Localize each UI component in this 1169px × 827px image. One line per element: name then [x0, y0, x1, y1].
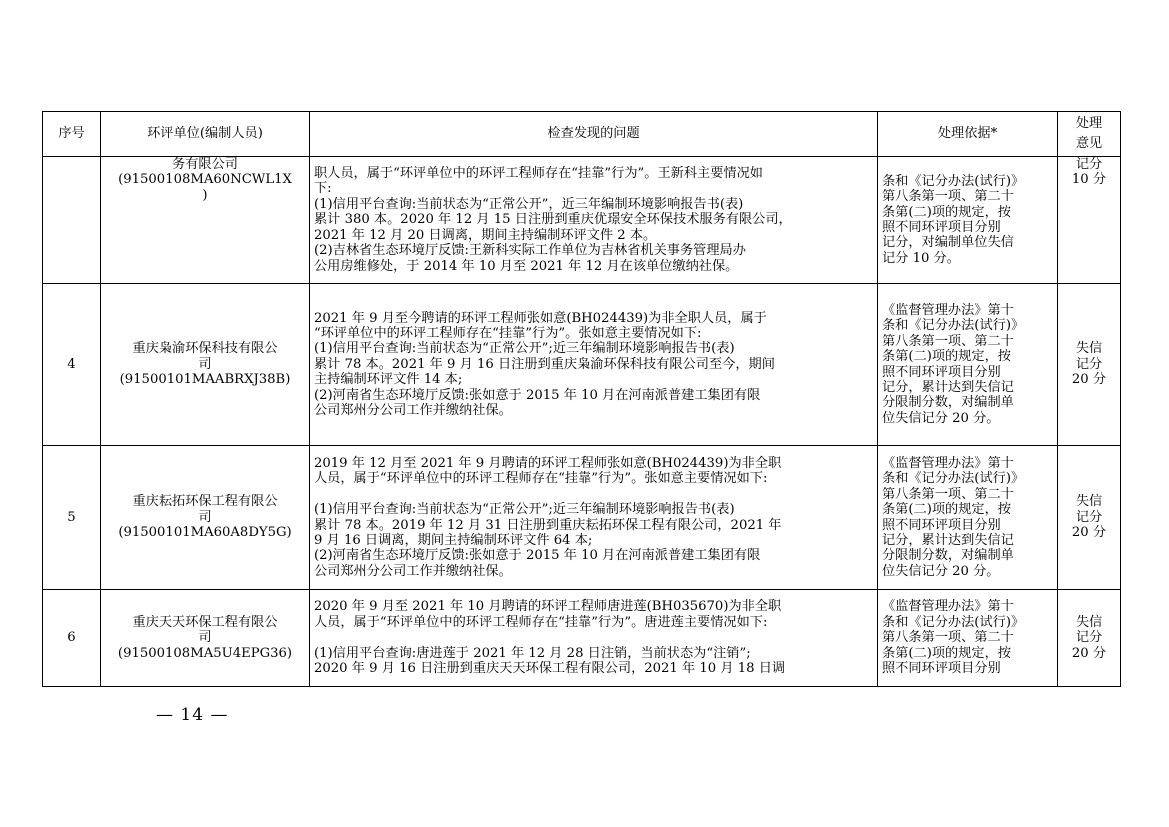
basis-line: 分限制分数，对编制单 — [882, 395, 1014, 411]
basis-line: 位失信记分 20 分。 — [882, 410, 1000, 426]
header-result-line: 处理 — [1075, 116, 1103, 131]
table-row — [43, 157, 1121, 284]
basis-line: 第八条第一项、第二十 — [882, 333, 1014, 349]
issue-line: 2020 年 9 月至 2021 年 10 月聘请的环评工程师唐进莲(BH035670)为非全职 — [314, 599, 782, 615]
issue-line: 职人员，属于“环评单位中的环评工程师存在“挂靠”行为”。王新科主要情况如 — [314, 166, 763, 182]
unit-line: 司 — [198, 509, 212, 525]
cell-issue — [310, 284, 878, 446]
result-line: 20 分 — [1071, 372, 1107, 388]
header-basis: 处理依据* — [878, 112, 1058, 157]
unit-line: (91500108MA5U4EPG36) — [117, 645, 293, 661]
result-line: 记分 — [1075, 630, 1103, 646]
basis-line: 条和《记分办法(试行)》 — [882, 173, 1025, 189]
unit-line: 重庆枭渝环保科技有限公 — [132, 341, 278, 357]
table-row — [43, 590, 1121, 687]
basis-line: 条第(二)项的规定，按 — [882, 204, 1011, 220]
basis-line: 照不同环评项目分别 — [882, 517, 1001, 533]
cell-result — [1058, 284, 1121, 446]
issue-line: 公司郑州分公司工作并缴纳社保。 — [314, 563, 512, 579]
cell-no — [43, 157, 101, 284]
result-line: 记分 — [1075, 356, 1103, 372]
cell-result — [1058, 590, 1121, 687]
basis-line: 《监督管理办法》第十 — [882, 455, 1014, 471]
header-result — [1058, 112, 1121, 157]
issue-line: “环评单位中的环评工程师存在“挂靠”行为”。张如意主要情况如下: — [314, 325, 702, 341]
issue-line: (1)信用平台查询:当前状态为“正常公开”，近三年编制环境影响报告书(表) — [314, 196, 744, 212]
basis-line: 记分，累计达到失信记 — [882, 532, 1014, 548]
cell-no: 5 — [43, 446, 101, 590]
cell-result — [1058, 157, 1121, 284]
cell-no: 6 — [43, 590, 101, 687]
page-number: — 14 — — [156, 705, 229, 725]
issue-line: (2)河南省生态环境厅反馈:张如意于 2015 年 10 月在河南派普建工集团有限 — [314, 387, 761, 403]
cell-unit — [101, 446, 310, 590]
basis-line: 记分，累计达到失信记 — [882, 379, 1014, 395]
issue-line: 公司郑州分公司工作并缴纳社保。 — [314, 403, 512, 419]
issue-line: (1)信用平台查询:唐进莲于 2021 年 12 月 28 日注销，当前状态为“注销”; — [314, 645, 751, 661]
result-line: 记分 — [1075, 157, 1103, 172]
issue-line: 累计 380 本。2020 年 12 月 15 日注册到重庆优璟安全环保技术服务有限公司， — [314, 212, 792, 228]
basis-line: 照不同环评项目分别 — [882, 364, 1001, 380]
basis-line: 条第(二)项的规定，按 — [882, 645, 1011, 661]
result-line: 20 分 — [1071, 645, 1107, 661]
issue-line: 公用房维修处，于 2014 年 10 月至 2021 年 12 月在该单位缴纳社保。 — [314, 258, 739, 274]
issue-line: 累计 78 本。2019 年 12 月 31 日注册到重庆耘拓环保工程有限公司，2021 年 — [314, 517, 782, 533]
issue-line: 人员，属于“环评单位中的环评工程师存在“挂靠”行为”。唐进莲主要情况如下: — [314, 614, 768, 630]
unit-line: 务有限公司 — [172, 157, 238, 172]
basis-line: 条第(二)项的规定，按 — [882, 502, 1011, 518]
result-line: 失信 — [1075, 494, 1103, 510]
unit-line: ) — [202, 187, 208, 203]
issue-line: 人员，属于“环评单位中的环评工程师存在“挂靠”行为”。张如意主要情况如下: — [314, 471, 768, 487]
header-unit: 环评单位(编制人员) — [101, 112, 310, 157]
basis-line: 位失信记分 20 分。 — [882, 563, 1000, 579]
issue-line: 累计 78 本。2021 年 9 月 16 日注册到重庆枭渝环保科技有限公司至今，期间 — [314, 356, 775, 372]
basis-line: 第八条第一项、第二十 — [882, 486, 1014, 502]
issue-line: (1)信用平台查询:当前状态为“正常公开”;近三年编制环境影响报告书(表) — [314, 502, 735, 518]
header-no: 序号 — [43, 112, 101, 157]
cell-basis — [878, 590, 1058, 687]
unit-line: 司 — [198, 356, 212, 372]
unit-line: (91500101MA60A8DY5G) — [118, 525, 292, 541]
issue-line — [314, 487, 873, 502]
issue-line: 9 月 16 日调离，期间主持编制环评文件 64 本; — [314, 532, 593, 548]
unit-line: 重庆天天环保工程有限公 — [132, 614, 278, 630]
table-row — [43, 284, 1121, 446]
basis-line: 记分 10 分。 — [882, 250, 960, 266]
basis-line: 条和《记分办法(试行)》 — [882, 318, 1025, 334]
table-row — [43, 446, 1121, 590]
cell-issue — [310, 446, 878, 590]
issue-line — [314, 630, 873, 645]
cell-no: 4 — [43, 284, 101, 446]
cell-unit — [101, 284, 310, 446]
issue-line: 2019 年 12 月至 2021 年 9 月聘请的环评工程师张如意(BH024439)为非全职 — [314, 455, 782, 471]
unit-line: (91500108MA60NCWL1X — [118, 172, 292, 188]
basis-line: 《监督管理办法》第十 — [882, 599, 1014, 615]
issue-line: (2)河南省生态环境厅反馈:张如意于 2015 年 10 月在河南派普建工集团有限 — [314, 548, 761, 564]
cell-issue — [310, 590, 878, 687]
basis-line: 条和《记分办法(试行)》 — [882, 471, 1025, 487]
table-header-row — [43, 112, 1121, 157]
inspection-table — [42, 111, 1121, 687]
issue-line: (2)吉林省生态环境厅反馈:王新科实际工作单位为吉林省机关事务管理局办 — [314, 243, 746, 259]
result-line: 20 分 — [1071, 525, 1107, 541]
result-line: 失信 — [1075, 614, 1103, 630]
result-line: 10 分 — [1071, 172, 1107, 188]
header-issue: 检查发现的问题 — [310, 112, 878, 157]
cell-issue — [310, 157, 878, 284]
issue-line: (1)信用平台查询:当前状态为“正常公开”;近三年编制环境影响报告书(表) — [314, 341, 735, 357]
issue-line: 主持编制环评文件 14 本; — [314, 372, 463, 388]
issue-line: 下: — [314, 181, 332, 197]
basis-line: 第八条第一项、第二十 — [882, 189, 1014, 205]
cell-unit — [101, 590, 310, 687]
cell-basis — [878, 157, 1058, 284]
result-line: 失信 — [1075, 341, 1103, 357]
header-result-line: 意见 — [1075, 136, 1103, 151]
unit-line: 司 — [198, 630, 212, 646]
unit-line: (91500101MAABRXJ38B) — [119, 372, 291, 388]
basis-line: 条和《记分办法(试行)》 — [882, 614, 1025, 630]
cell-basis — [878, 284, 1058, 446]
basis-line: 照不同环评项目分别 — [882, 220, 1001, 235]
result-line: 记分 — [1075, 509, 1103, 525]
cell-basis — [878, 446, 1058, 590]
basis-line: 记分，对编制单位失信 — [882, 235, 1014, 251]
basis-line: 分限制分数，对编制单 — [882, 548, 1014, 564]
issue-line: 2020 年 9 月 16 日注册到重庆天天环保工程有限公司，2021 年 10 月 18 日调 — [314, 661, 786, 677]
issue-line: 2021 年 12 月 20 日调离，期间主持编制环评文件 2 本。 — [314, 227, 657, 243]
issue-line: 2021 年 9 月至今聘请的环评工程师张如意(BH024439)为非全职人员，属于 — [314, 310, 767, 326]
cell-unit — [101, 157, 310, 284]
basis-line: 《监督管理办法》第十 — [882, 302, 1014, 318]
unit-line: 重庆耘拓环保工程有限公 — [132, 494, 278, 510]
basis-line: 条第(二)项的规定，按 — [882, 349, 1011, 365]
basis-line: 第八条第一项、第二十 — [882, 630, 1014, 646]
basis-line: 照不同环评项目分别 — [882, 661, 1001, 677]
cell-result — [1058, 446, 1121, 590]
